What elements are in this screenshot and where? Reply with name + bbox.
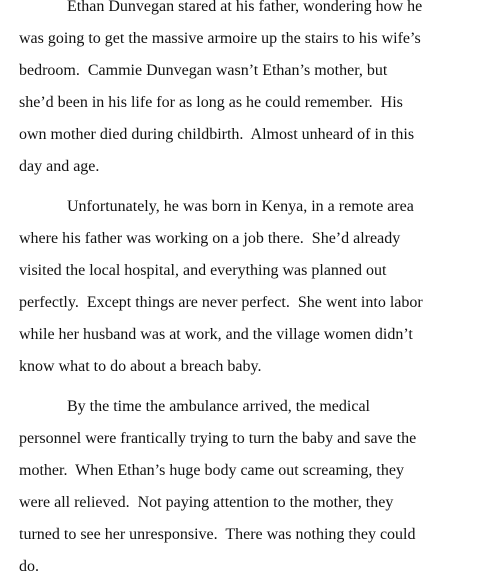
text-line: personnel were frantically trying to turn the baby and save the — [19, 430, 417, 447]
text-line: while her husband was at work, and the village women didn’t — [19, 326, 413, 343]
text-line: By the time the ambulance arrived, the medical — [67, 398, 370, 415]
text-line: were all relieved. Not paying attention to the mother, they — [19, 494, 394, 511]
text-line: visited the local hospital, and everything was planned out — [19, 262, 387, 279]
text-line: she’d been in his life for as long as he could remember. His — [19, 94, 403, 111]
text-line: turned to see her unresponsive. There was nothing they could — [19, 526, 416, 543]
text-line: know what to do about a breach baby. — [19, 358, 262, 375]
text-line: day and age. — [19, 158, 100, 175]
text-line: own mother died during childbirth. Almost unheard of in this — [19, 126, 415, 143]
text-line: perfectly. Except things are never perfect. She went into labor — [19, 294, 423, 311]
text-line: bedroom. Cammie Dunvegan wasn’t Ethan’s mother, but — [19, 62, 388, 79]
text-line: was going to get the massive armoire up the stairs to his wife’s — [19, 30, 421, 47]
text-line: mother. When Ethan’s huge body came out screaming, they — [19, 462, 404, 479]
text-line: do. — [19, 558, 39, 575]
text-line: where his father was working on a job there. She’d already — [19, 230, 401, 247]
text-line: Ethan Dunvegan stared at his father, wondering how he — [67, 0, 423, 15]
text-line: Unfortunately, he was born in Kenya, in a remote area — [67, 198, 414, 215]
